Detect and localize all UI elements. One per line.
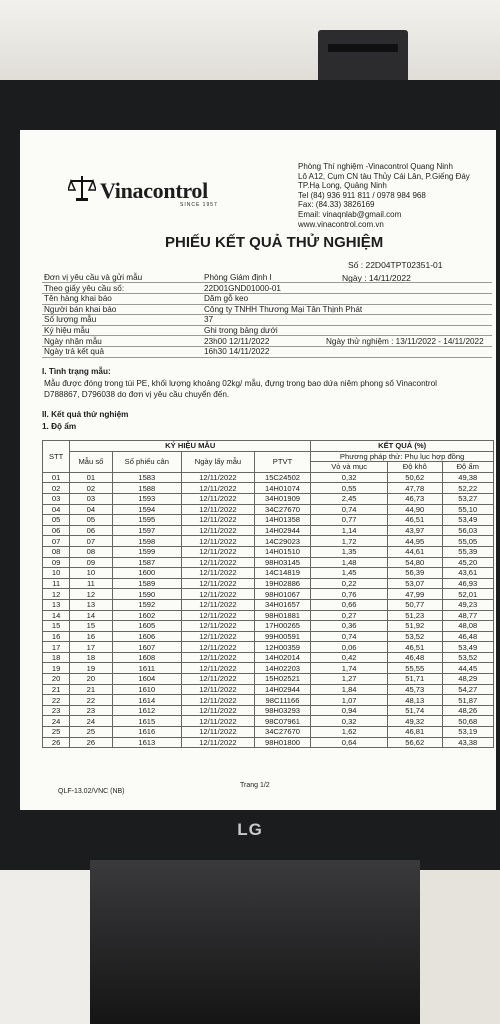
table-cell: 46,51 (388, 642, 443, 653)
address-line: Lô A12, Cụm CN tàu Thủy Cái Lân, P.Giếng Đáy (298, 171, 470, 181)
table-row (43, 504, 494, 515)
table-cell: 51,74 (388, 705, 443, 716)
info-v: 16h30 14/11/2022 (204, 347, 270, 357)
table-cell: 51,71 (388, 674, 443, 685)
table-cell: 21 (43, 684, 70, 695)
table-cell: 1605 (112, 621, 182, 632)
table-cell: 48,08 (442, 621, 493, 632)
table-cell: 56,62 (388, 737, 443, 748)
section-moisture-title: 1. Độ ẩm (42, 422, 77, 431)
brand-name: Vinacontrol (100, 178, 208, 203)
address-line: Phòng Thí nghiệm -Vinacontrol Quang Ninh (298, 162, 453, 171)
table-cell: 1,14 (311, 525, 388, 536)
table-cell: 49,32 (388, 716, 443, 727)
table-cell: 55,10 (442, 504, 493, 515)
table-cell: 09 (70, 557, 112, 568)
form-code: QLF-13.02/VNC (NB) (58, 788, 125, 795)
table-cell: 14C29023 (254, 536, 311, 547)
table-cell: 55,05 (442, 536, 493, 547)
table-cell: 99H00591 (254, 631, 311, 642)
table-cell: 53,19 (442, 727, 493, 738)
monitor-stand (90, 860, 420, 1024)
table-cell: 47,99 (388, 589, 443, 600)
table-cell: 1599 (112, 546, 182, 557)
table-cell: 12/11/2022 (182, 557, 255, 568)
table-row (43, 483, 494, 494)
table-row (43, 695, 494, 706)
table-cell: 22 (43, 695, 70, 706)
table-cell: 48,29 (442, 674, 493, 685)
table-cell: 1602 (112, 610, 182, 621)
table-cell: 1,62 (311, 727, 388, 738)
table-cell: 56,39 (388, 568, 443, 579)
table-cell: 09 (43, 557, 70, 568)
table-cell: 0,32 (311, 716, 388, 727)
table-cell: 34C27670 (254, 504, 311, 515)
table-cell: 0,74 (311, 504, 388, 515)
table-cell: 1588 (112, 483, 182, 494)
table-cell: 50,62 (388, 472, 443, 483)
table-cell: 47,78 (388, 483, 443, 494)
table-cell: 45,20 (442, 557, 493, 568)
table-cell: 02 (70, 483, 112, 494)
table-cell: 12/11/2022 (182, 504, 255, 515)
table-cell: 98H01800 (254, 737, 311, 748)
brand-since: SINCE 1957 (180, 202, 218, 208)
table-cell: 17 (43, 642, 70, 653)
table-row (43, 536, 494, 547)
col-sophieu: Số phiếu cân (112, 451, 182, 472)
table-cell: 1,27 (311, 674, 388, 685)
table-cell: 1,74 (311, 663, 388, 674)
table-cell: 0,06 (311, 642, 388, 653)
table-cell: 54,27 (442, 684, 493, 695)
info-k: Số lượng mẫu (44, 315, 97, 325)
table-cell: 1589 (112, 578, 182, 589)
table-cell: 10 (70, 568, 112, 579)
table-row (43, 705, 494, 716)
table-cell: 43,61 (442, 568, 493, 579)
info-row (42, 294, 492, 304)
col-vomuc: Vỏ và mục (311, 462, 388, 473)
table-cell: 19H02886 (254, 578, 311, 589)
table-cell: 46,93 (442, 578, 493, 589)
table-cell: 0,55 (311, 483, 388, 494)
info-k: Theo giấy yêu cầu số: (44, 283, 125, 293)
table-cell: 14H02944 (254, 684, 311, 695)
table-cell: 1,48 (311, 557, 388, 568)
table-cell: 0,76 (311, 589, 388, 600)
table-row (43, 674, 494, 685)
table-cell: 53,49 (442, 642, 493, 653)
info-row (42, 284, 492, 294)
table-cell: 12/11/2022 (182, 515, 255, 526)
info-v2: Ngày thử nghiệm : 13/11/2022 - 14/11/2022 (326, 336, 484, 346)
table-cell: 45,73 (388, 684, 443, 695)
table-row (43, 493, 494, 504)
table-cell: 1610 (112, 684, 182, 695)
table-cell: 1615 (112, 716, 182, 727)
info-v: Ghi trong bảng dưới (204, 326, 278, 335)
table-cell: 49,38 (442, 472, 493, 483)
table-cell: 12/11/2022 (182, 727, 255, 738)
table-cell: 01 (70, 472, 112, 483)
col-kyhieu: KÝ HIỆU MẪU (70, 441, 311, 452)
table-row (43, 716, 494, 727)
table-cell: 05 (70, 515, 112, 526)
table-row (43, 684, 494, 695)
table-cell: 03 (43, 493, 70, 504)
table-row (43, 737, 494, 748)
table-cell: 12/11/2022 (182, 610, 255, 621)
table-row (43, 568, 494, 579)
table-cell: 98C07961 (254, 716, 311, 727)
table-cell: 44,45 (442, 663, 493, 674)
table-cell: 15H02521 (254, 674, 311, 685)
table-cell: 46,48 (442, 631, 493, 642)
table-cell: 21 (70, 684, 112, 695)
table-row (43, 652, 494, 663)
table-cell: 1604 (112, 674, 182, 685)
table-cell: 04 (70, 504, 112, 515)
table-cell: 1,07 (311, 695, 388, 706)
info-v: 22D01GND01000-01 (204, 283, 281, 293)
test-report-document (20, 130, 496, 810)
info-k: Ký hiệu mẫu (44, 326, 90, 335)
table-cell: 1611 (112, 663, 182, 674)
table-cell: 17 (70, 642, 112, 653)
report-date: Ngày : 14/11/2022 (342, 273, 411, 283)
info-k: Tên hàng khai báo (44, 294, 112, 304)
table-cell: 98H01067 (254, 589, 311, 600)
table-cell: 15 (43, 621, 70, 632)
table-cell: 1,72 (311, 536, 388, 547)
table-cell: 50,68 (442, 716, 493, 727)
col-ptvt: PTVT (254, 451, 311, 472)
table-row (43, 557, 494, 568)
table-cell: 53,52 (388, 631, 443, 642)
table-cell: 08 (43, 546, 70, 557)
table-cell: 12/11/2022 (182, 546, 255, 557)
info-k: Ngày trả kết quả (44, 347, 105, 357)
table-cell: 26 (43, 737, 70, 748)
table-cell: 12/11/2022 (182, 705, 255, 716)
table-cell: 12/11/2022 (182, 589, 255, 600)
col-dokho: Độ khô (388, 462, 443, 473)
report-title: PHIẾU KẾT QUẢ THỬ NGHIỆM (165, 234, 384, 251)
info-row (42, 347, 492, 357)
table-cell: 23 (70, 705, 112, 716)
results-table (42, 440, 494, 748)
info-v: Công ty TNHH Thương Mại Tân Thịnh Phát (204, 304, 363, 314)
col-mauso: Mẫu số (70, 451, 112, 472)
table-cell: 0,32 (311, 472, 388, 483)
table-cell: 22 (70, 695, 112, 706)
table-row (43, 515, 494, 526)
info-v: Phòng Giám định I (204, 273, 272, 282)
table-cell: 16 (70, 631, 112, 642)
address-line: TP.Hạ Long, Quảng Ninh (298, 181, 387, 191)
table-cell: 53,27 (442, 493, 493, 504)
table-cell: 51,87 (442, 695, 493, 706)
table-cell: 11 (43, 578, 70, 589)
table-cell: 07 (70, 536, 112, 547)
table-cell: 43,97 (388, 525, 443, 536)
table-cell: 12 (43, 589, 70, 600)
table-row (43, 599, 494, 610)
table-cell: 1,35 (311, 546, 388, 557)
table-cell: 12/11/2022 (182, 472, 255, 483)
table-cell: 46,51 (388, 515, 443, 526)
table-cell: 54,80 (388, 557, 443, 568)
table-cell: 55,39 (442, 546, 493, 557)
table-cell: 34H01909 (254, 493, 311, 504)
table-cell: 19 (70, 663, 112, 674)
table-row (43, 472, 494, 483)
table-cell: 14C14819 (254, 568, 311, 579)
table-cell: 23 (43, 705, 70, 716)
table-cell: 46,81 (388, 727, 443, 738)
table-cell: 25 (70, 727, 112, 738)
table-cell: 1607 (112, 642, 182, 653)
table-cell: 14 (70, 610, 112, 621)
col-stt: STT (43, 441, 70, 473)
table-cell: 14 (43, 610, 70, 621)
info-row (42, 315, 492, 325)
table-cell: 20 (43, 674, 70, 685)
table-cell: 12/11/2022 (182, 684, 255, 695)
info-v: 23h00 12/11/2022 (204, 336, 270, 346)
table-row (43, 642, 494, 653)
table-cell: 0,42 (311, 652, 388, 663)
table-row (43, 610, 494, 621)
table-cell: 1600 (112, 568, 182, 579)
desk-right (420, 860, 500, 1024)
table-cell: 25 (43, 727, 70, 738)
table-cell: 19 (43, 663, 70, 674)
section-condition-text: Mẫu được đóng trong túi PE, khối lượng khoảng 02kg/ mẫu, đựng trong bao dứa niêm phong số Vinacontrol (44, 379, 438, 388)
lab-address (298, 162, 470, 229)
address-line: Fax: (84.33) 3826169 (298, 200, 375, 210)
table-cell: 14H02014 (254, 652, 311, 663)
table-cell: 1616 (112, 727, 182, 738)
table-cell: 1594 (112, 504, 182, 515)
table-cell: 44,61 (388, 546, 443, 557)
table-cell: 55,55 (388, 663, 443, 674)
table-cell: 46,73 (388, 493, 443, 504)
table-row (43, 546, 494, 557)
table-cell: 1614 (112, 695, 182, 706)
table-cell: 12/11/2022 (182, 674, 255, 685)
table-cell: 12H00359 (254, 642, 311, 653)
table-cell: 34H01657 (254, 599, 311, 610)
table-cell: 12/11/2022 (182, 652, 255, 663)
table-cell: 1593 (112, 493, 182, 504)
table-cell: 18 (43, 652, 70, 663)
table-cell: 48,26 (442, 705, 493, 716)
table-cell: 08 (70, 546, 112, 557)
table-cell: 1597 (112, 525, 182, 536)
table-cell: 44,95 (388, 536, 443, 547)
table-cell: 06 (43, 525, 70, 536)
table-cell: 51,23 (388, 610, 443, 621)
table-cell: 12/11/2022 (182, 525, 255, 536)
table-cell: 24 (43, 716, 70, 727)
table-cell: 12/11/2022 (182, 568, 255, 579)
table-cell: 24 (70, 716, 112, 727)
table-cell: 14H01510 (254, 546, 311, 557)
table-cell: 44,90 (388, 504, 443, 515)
table-cell: 53,52 (442, 652, 493, 663)
info-k: Người bán khai báo (44, 304, 117, 314)
table-cell: 98H03293 (254, 705, 311, 716)
table-row (43, 631, 494, 642)
report-number: Số : 22D04TPT02351-01 (348, 260, 443, 270)
col-method: Phương pháp thử: Phụ lục hợp đồng (311, 451, 494, 462)
table-cell: 18 (70, 652, 112, 663)
table-cell: 12/11/2022 (182, 695, 255, 706)
table-cell: 46,48 (388, 652, 443, 663)
table-cell: 12/11/2022 (182, 716, 255, 727)
table-row (43, 727, 494, 738)
section-condition-title: I. Tình trạng mẫu: (42, 367, 111, 376)
page-number: Trang 1/2 (240, 782, 270, 789)
table-cell: 0,66 (311, 599, 388, 610)
table-cell: 50,77 (388, 599, 443, 610)
section-condition-text-2: D788867, D796038 do đơn vị yêu cầu chuyển đến. (44, 390, 230, 399)
table-row (43, 578, 494, 589)
table-row (43, 589, 494, 600)
address-line: Tel (84) 936 911 811 / 0978 984 968 (298, 190, 426, 200)
table-cell: 02 (43, 483, 70, 494)
table-cell: 34C27670 (254, 727, 311, 738)
monitor-logo: LG (237, 820, 263, 839)
info-v: 37 (204, 315, 214, 325)
table-cell: 14H01358 (254, 515, 311, 526)
table-cell: 0,77 (311, 515, 388, 526)
table-cell: 04 (43, 504, 70, 515)
table-cell: 16 (43, 631, 70, 642)
table-cell: 0,36 (311, 621, 388, 632)
table-cell: 52,01 (442, 589, 493, 600)
table-row (43, 663, 494, 674)
table-cell: 10 (43, 568, 70, 579)
table-cell: 0,64 (311, 737, 388, 748)
table-cell: 12/11/2022 (182, 599, 255, 610)
table-cell: 43,38 (442, 737, 493, 748)
table-cell: 2,45 (311, 493, 388, 504)
table-cell: 48,13 (388, 695, 443, 706)
table-cell: 48,77 (442, 610, 493, 621)
table-cell: 98H03145 (254, 557, 311, 568)
table-cell: 1587 (112, 557, 182, 568)
desk-left (0, 860, 90, 1024)
col-ngaylay: Ngày lấy mẫu (182, 451, 255, 472)
printer-slot (328, 44, 398, 52)
table-cell: 12/11/2022 (182, 578, 255, 589)
table-cell: 0,74 (311, 631, 388, 642)
table-cell: 06 (70, 525, 112, 536)
table-cell: 12/11/2022 (182, 737, 255, 748)
table-cell: 1583 (112, 472, 182, 483)
table-cell: 05 (43, 515, 70, 526)
address-line: Email: vinaqnlab@gmail.com (298, 209, 402, 219)
table-cell: 53,49 (442, 515, 493, 526)
col-doam: Độ ẩm (442, 462, 493, 473)
table-cell: 12/11/2022 (182, 642, 255, 653)
table-cell: 1606 (112, 631, 182, 642)
col-ketqua: KẾT QUẢ (%) (311, 441, 494, 452)
table-cell: 07 (43, 536, 70, 547)
table-cell: 0,94 (311, 705, 388, 716)
info-k: Ngày nhận mẫu (44, 336, 102, 346)
table-cell: 98H01881 (254, 610, 311, 621)
table-cell: 51,92 (388, 621, 443, 632)
table-cell: 98C11166 (254, 695, 311, 706)
table-cell: 14H02944 (254, 525, 311, 536)
table-cell: 12/11/2022 (182, 483, 255, 494)
table-cell: 1613 (112, 737, 182, 748)
table-cell: 26 (70, 737, 112, 748)
address-line: www.vinacontrol.com.vn (298, 219, 384, 229)
section-results-title: II. Kết quả thử nghiệm (42, 410, 129, 419)
info-k: Đơn vị yêu cầu và gửi mẫu (44, 273, 143, 282)
info-row (42, 337, 492, 347)
table-cell: 0,27 (311, 610, 388, 621)
table-cell: 1595 (112, 515, 182, 526)
table-cell: 03 (70, 493, 112, 504)
table-cell: 1,84 (311, 684, 388, 695)
background-wall (0, 0, 500, 90)
info-row (42, 305, 492, 315)
table-row (43, 621, 494, 632)
table-cell: 13 (43, 599, 70, 610)
info-v: Dăm gỗ keo (204, 294, 249, 304)
table-cell: 1,45 (311, 568, 388, 579)
table-cell: 01 (43, 472, 70, 483)
scales-logo-icon (68, 173, 96, 203)
table-cell: 12/11/2022 (182, 493, 255, 504)
table-cell: 12 (70, 589, 112, 600)
table-cell: 0,22 (311, 578, 388, 589)
table-cell: 17H00265 (254, 621, 311, 632)
table-cell: 52,22 (442, 483, 493, 494)
table-cell: 20 (70, 674, 112, 685)
table-cell: 1592 (112, 599, 182, 610)
table-cell: 1590 (112, 589, 182, 600)
table-cell: 1598 (112, 536, 182, 547)
info-row (42, 326, 492, 336)
table-cell: 12/11/2022 (182, 621, 255, 632)
table-cell: 53,07 (388, 578, 443, 589)
table-cell: 14H02203 (254, 663, 311, 674)
table-cell: 12/11/2022 (182, 631, 255, 642)
table-cell: 15C24502 (254, 472, 311, 483)
table-cell: 49,23 (442, 599, 493, 610)
table-row (43, 525, 494, 536)
table-cell: 14H01074 (254, 483, 311, 494)
table-cell: 15 (70, 621, 112, 632)
table-cell: 13 (70, 599, 112, 610)
table-cell: 12/11/2022 (182, 663, 255, 674)
table-cell: 12/11/2022 (182, 536, 255, 547)
table-cell: 1612 (112, 705, 182, 716)
info-row (42, 273, 492, 283)
table-cell: 56,03 (442, 525, 493, 536)
table-cell: 11 (70, 578, 112, 589)
table-cell: 1608 (112, 652, 182, 663)
